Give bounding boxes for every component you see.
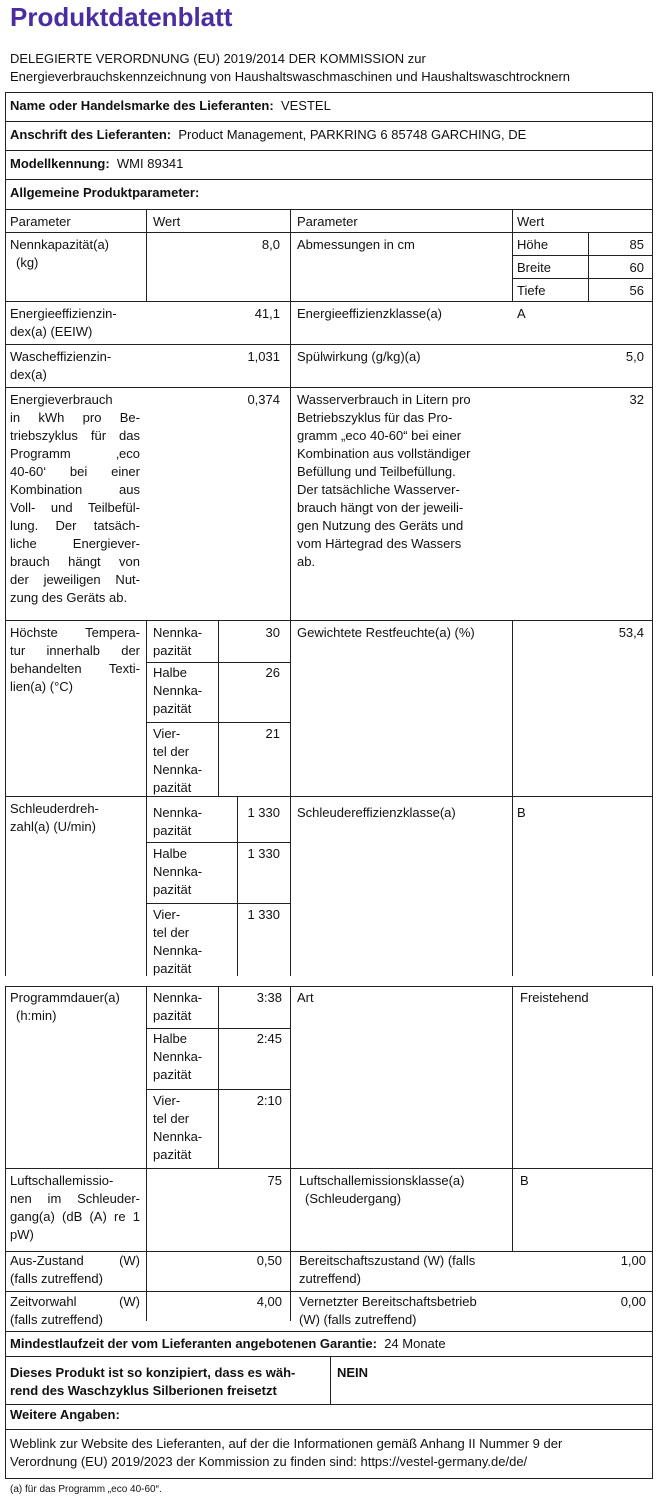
washing-index-label: Wascheffizienzin- dex(a) [10, 349, 112, 382]
spin-speed-value-full: 1 330 [247, 805, 280, 820]
supplier-address-value: Product Management, PARKRING 6 85748 GARCHING, DE [178, 127, 527, 142]
further-info-heading: Weitere Angaben: [10, 1407, 120, 1422]
type-value: Freistehend [520, 990, 589, 1005]
water-consumption-value: 32 [629, 392, 644, 407]
max-temp-label: Höchste Tempera- tur innerhalb der behandelten Texti- lien(a) (°C) [10, 625, 140, 694]
guarantee-label: Mindestlaufzeit der vom Lieferanten angebotenen Garantie: [10, 1336, 377, 1351]
model-value: WMI 89341 [116, 156, 184, 171]
dimensions-label: Abmessungen in cm [297, 237, 415, 252]
max-temp-sub-full: Nennka- pazität [153, 625, 203, 658]
eei-value: 41,1 [254, 306, 280, 321]
spin-class-value: B [517, 805, 526, 820]
page-title: Produktdatenblatt [10, 2, 233, 32]
energy-class-label: Energieeffizienzklasse(a) [297, 306, 442, 321]
dimension-name-depth: Tiefe [517, 283, 546, 298]
further-info-text: Weblink zur Website des Lieferanten, auf der die Informationen gemäß Anhang II Nummer 9 der Verordnung (EU) 2019/2023 der Kommission zu finden sind: https://vestel-germany.de/de/ [10, 1436, 563, 1469]
noise-value: 75 [267, 1173, 282, 1188]
silver-ions-label: Dieses Produkt ist so konzipiert, dass es wäh- rend des Waschzyklus Silberionen freisetzt [10, 1365, 296, 1398]
max-temp-value-full: 30 [265, 625, 280, 640]
col-header-parameter-right: Parameter [297, 214, 358, 229]
max-temp-value-half: 26 [265, 665, 280, 680]
energy-consumption-label: Energieverbrauch in kWh pro Be- triebszyklus für das Programm ‚eco 40-60‘ bei einer Kombination aus Voll- und Teilbefül- lung. Der tatsäch- liche Energiever- brauch hängt von der jeweiligen Nut- zung des Geräts ab. [10, 392, 140, 605]
standby-label: Bereitschaftszustand (W) (falls zutreffend) [299, 1253, 476, 1286]
supplier-name-value: VESTEL [280, 98, 331, 113]
energy-class-value: A [517, 306, 526, 321]
washing-index-value: 1,031 [247, 349, 280, 364]
program-duration-value-full: 3:38 [256, 990, 282, 1005]
col-header-value-left: Wert [153, 214, 181, 229]
spin-speed-label: Schleuderdreh- zahl(a) (U/min) [10, 801, 99, 834]
spin-speed-sub-full: Nennka- pazität [153, 805, 203, 838]
supplier-address-row [10, 126, 526, 144]
max-temp-sub-quarter: Vier- tel der Nennka- pazität [153, 726, 203, 795]
spin-speed-value-half: 1 330 [247, 846, 280, 861]
water-consumption-label: Wasserverbrauch in Litern pro Betriebszyklus für das Pro- gramm „eco 40-60“ bei einer Kombination aus vollständiger Befüllung und Teilbefüllung. Der tatsächliche Wasserver- brauch hängt von der jeweili- gen Nutzung des Geräts und vom Härtegrad des Wassers ab. [297, 392, 471, 569]
dimension-name-width: Breite [517, 260, 551, 275]
rinsing-label: Spülwirkung (g/kg)(a) [297, 349, 421, 364]
program-duration-value-half: 2:45 [256, 1031, 282, 1046]
capacity-value: 8,0 [261, 237, 280, 252]
footnote: (a) für das Programm „eco 40-60“. [10, 1484, 162, 1495]
spin-speed-sub-half: Halbe Nennka- pazität [153, 846, 203, 897]
program-duration-sub-full: Nennka- pazität [153, 990, 203, 1023]
program-duration-sub-quarter: Vier- tel der Nennka- pazität [153, 1093, 203, 1162]
supplier-name-row [10, 97, 331, 115]
networked-standby-label: Vernetzter Bereitschaftsbetrieb (W) (falls zutreffend) [299, 1294, 477, 1327]
dimension-name-height: Höhe [517, 237, 549, 252]
residual-moisture-label: Gewichtete Restfeuchte(a) (%) [297, 625, 475, 640]
spin-speed-sub-quarter: Vier- tel der Nennka- pazität [153, 907, 203, 976]
spin-class-label: Schleudereffizienzklasse(a) [297, 805, 456, 820]
noise-class-label: Luftschallemissionsklasse(a) (Schleudergang) [299, 1173, 465, 1206]
program-duration-label: Programmdauer(a) (h:min) [10, 990, 120, 1023]
type-label: Art [297, 990, 314, 1005]
residual-moisture-value: 53,4 [618, 625, 644, 640]
regulation-line-2: Energieverbrauchskennzeichnung von Haushaltswaschmaschinen und Haushaltswaschtrocknern [10, 69, 571, 84]
col-header-parameter-left: Parameter [10, 214, 71, 229]
delay-start-value: 4,00 [256, 1294, 282, 1309]
dimension-value-height: 85 [629, 237, 644, 252]
eei-label: Energieeffizienzin- dex(a) (EEIW) [10, 306, 117, 339]
noise-class-value: B [520, 1173, 529, 1188]
networked-standby-value: 0,00 [620, 1294, 646, 1309]
energy-consumption-value: 0,374 [247, 392, 280, 407]
regulation-line-1: DELEGIERTE VERORDNUNG (EU) 2019/2014 DER KOMMISSION zur [10, 51, 426, 66]
spin-speed-value-quarter: 1 330 [247, 907, 280, 922]
model-row [10, 155, 183, 173]
noise-label: Luftschallemissio- nen im Schleuder- gang(a) (dB (A) re 1 pW) [10, 1173, 140, 1242]
standby-value: 1,00 [620, 1253, 646, 1268]
program-duration-sub-half: Halbe Nennka- pazität [153, 1031, 203, 1082]
guarantee-value: 24 Monate [384, 1336, 446, 1351]
program-duration-value-quarter: 2:10 [256, 1093, 282, 1108]
guarantee-row [10, 1335, 446, 1353]
silver-ions-value: NEIN [337, 1365, 369, 1380]
supplier-name-label: Name oder Handelsmarke des Lieferanten: [10, 98, 274, 113]
rinsing-value: 5,0 [625, 349, 644, 364]
dimension-value-depth: 56 [629, 283, 644, 298]
dimension-value-width: 60 [629, 260, 644, 275]
col-header-value-right: Wert [517, 214, 545, 229]
max-temp-value-quarter: 21 [265, 726, 280, 741]
delay-start-label: Zeitvorwahl (W) (falls zutreffend) [10, 1294, 140, 1327]
off-mode-label: Aus-Zustand (W) (falls zutreffend) [10, 1253, 140, 1286]
max-temp-sub-half: Halbe Nennka- pazität [153, 665, 203, 716]
supplier-address-label: Anschrift des Lieferanten: [10, 127, 172, 142]
model-label: Modellkennung: [10, 156, 110, 171]
off-mode-value: 0,50 [256, 1253, 282, 1268]
general-parameters-heading: Allgemeine Produktparameter: [10, 185, 200, 200]
capacity-label: Nennkapazität(a) (kg) [10, 237, 109, 270]
